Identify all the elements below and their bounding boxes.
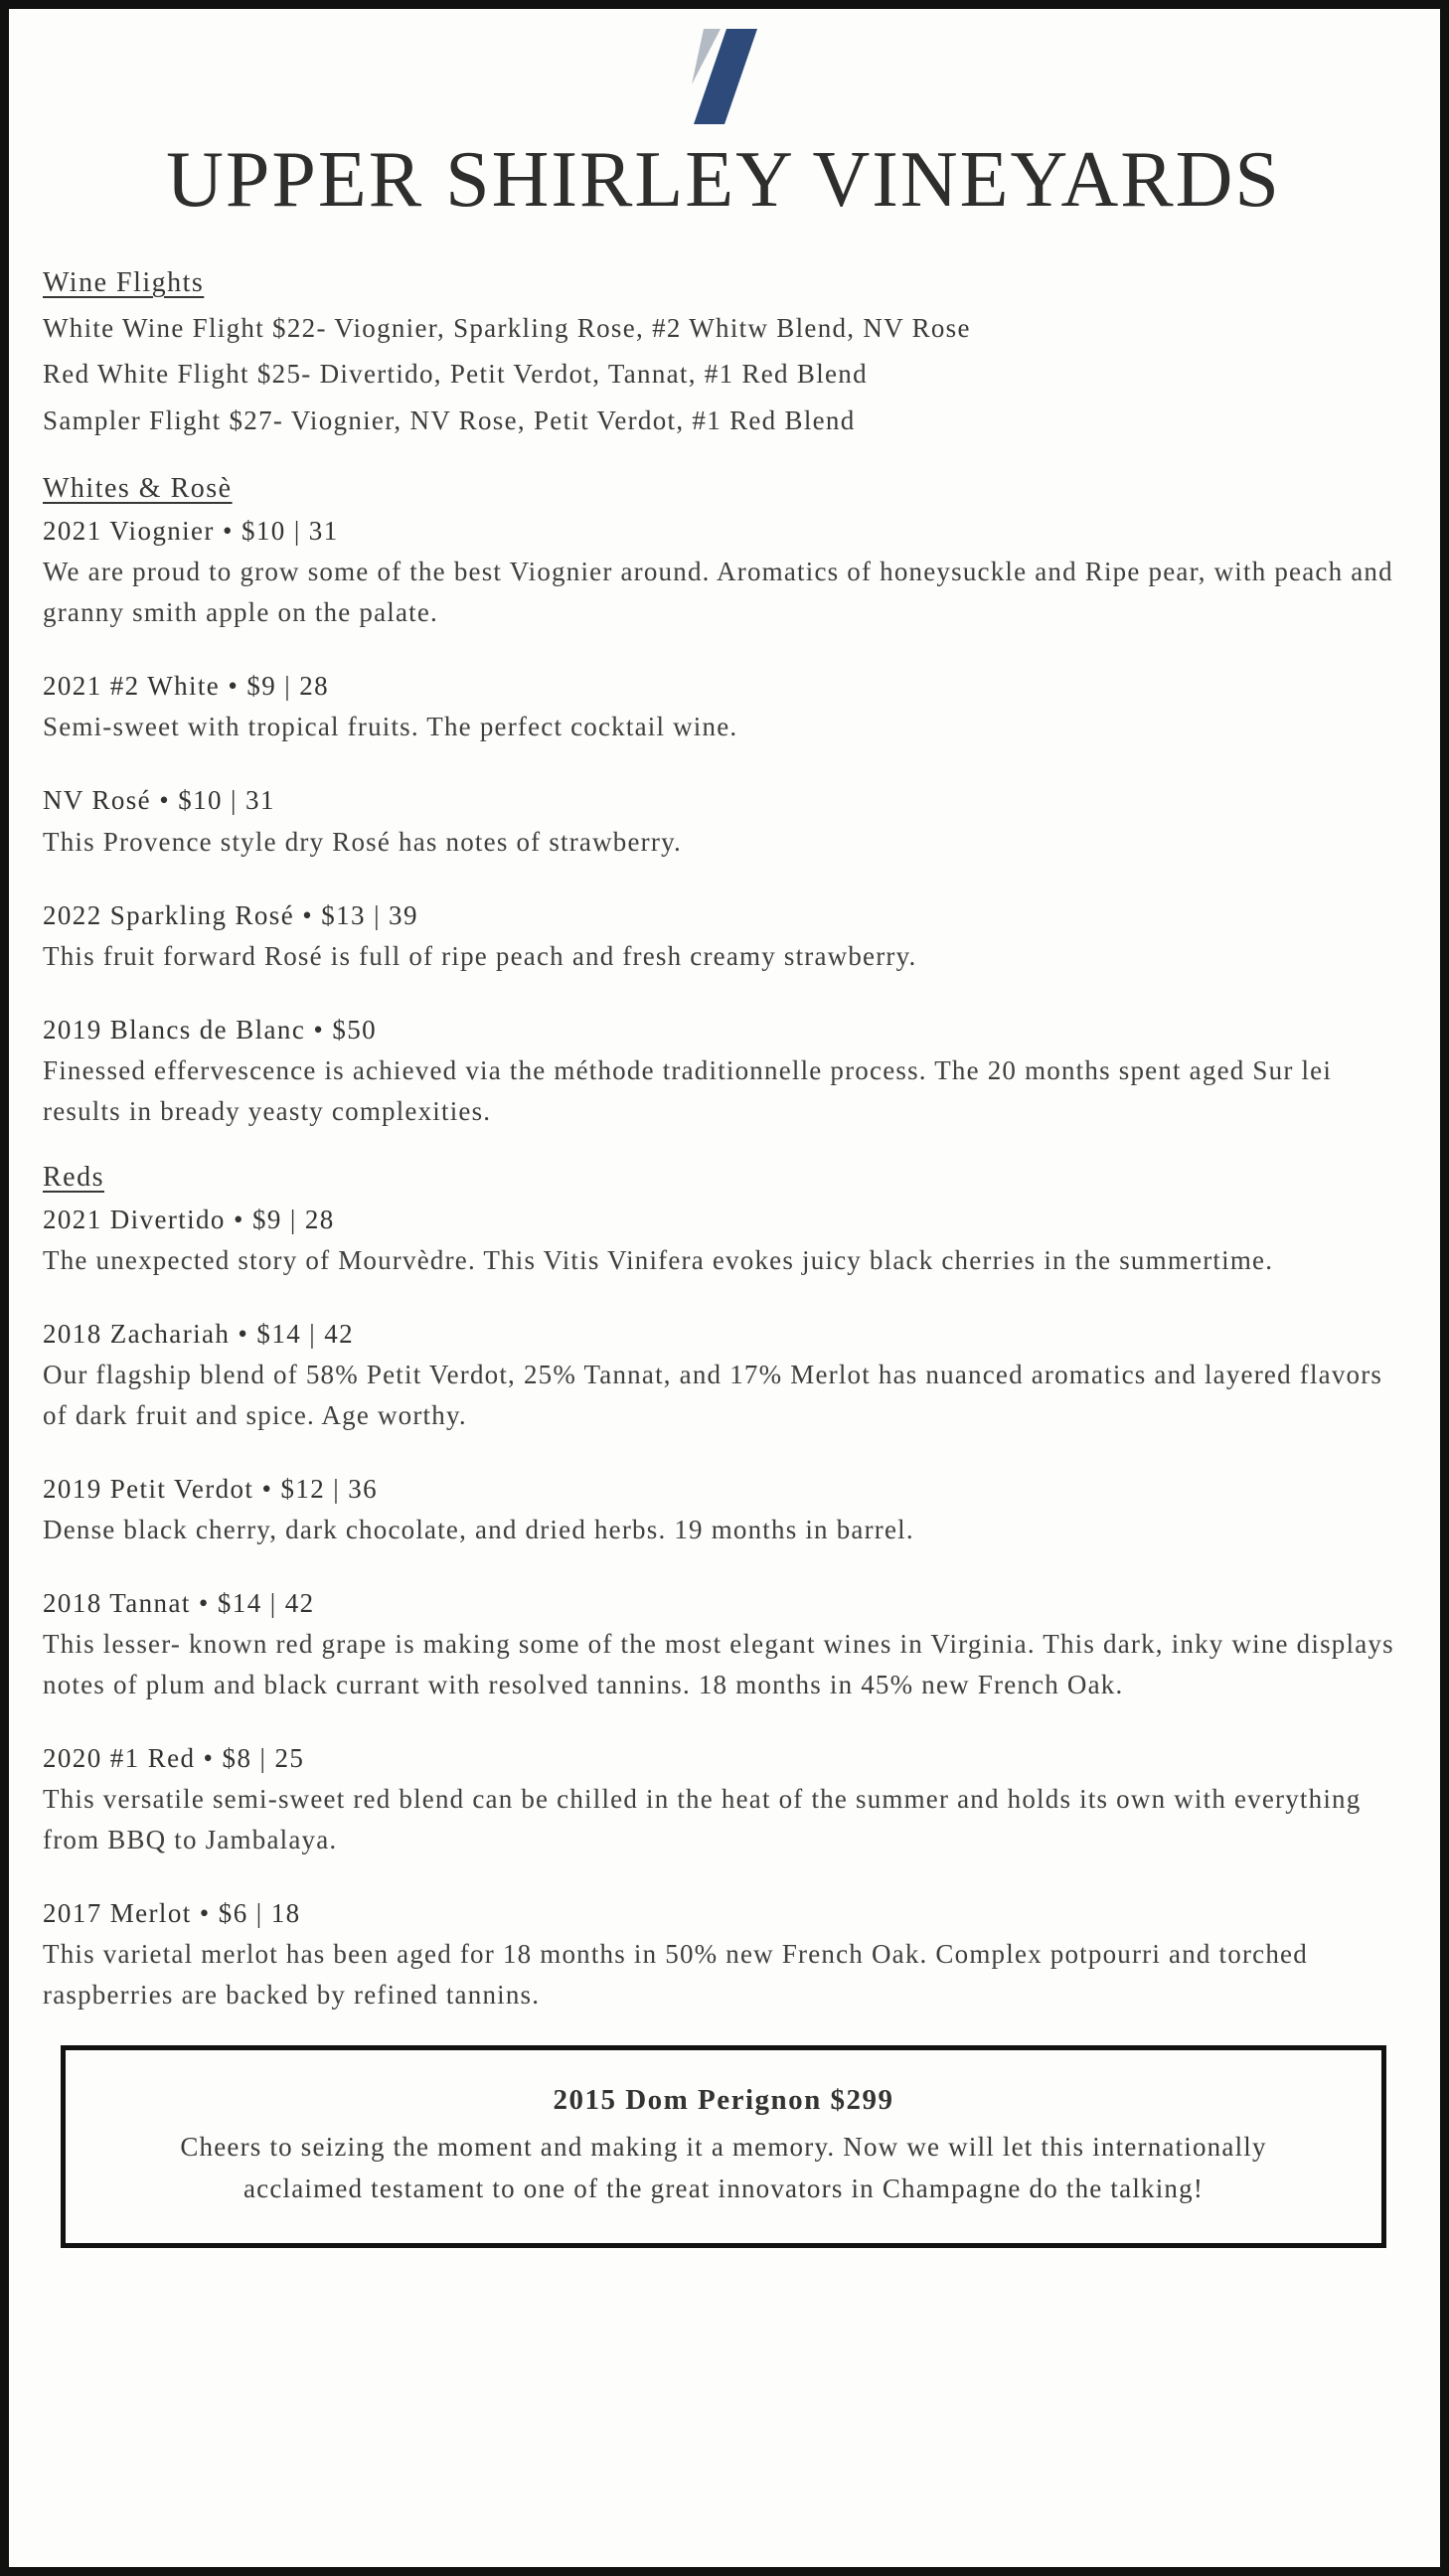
- wine-label: 2018 Zachariah • $14 | 42: [43, 1318, 355, 1349]
- flight-item-white: White Wine Flight $22- Viognier, Sparkling Rose, #2 Whitw Blend, NV Rose: [43, 313, 971, 343]
- wine-entry-zachariah: [43, 1314, 1404, 1436]
- wine-description: The unexpected story of Mourvèdre. This Vitis Vinifera evokes juicy black cherries in the summertime.: [43, 1244, 1274, 1275]
- wine-entry-merlot: [43, 1893, 1404, 2015]
- winery-logo-icon: [669, 27, 778, 126]
- wine-description: This versatile semi-sweet red blend can be chilled in the heat of the summer and holds its own with everything from BBQ to Jambalaya.: [43, 1784, 1362, 1855]
- wine-description: Our flagship blend of 58% Petit Verdot, 25% Tannat, and 17% Merlot has nuanced aromatics and layered flavors of dark fruit and spice. Age worthy.: [43, 1359, 1383, 1430]
- wine-description: This varietal merlot has been aged for 18 months in 50% new French Oak. Complex potpourri and torched raspberries are backed by refined tannins.: [43, 1939, 1308, 2011]
- wine-description: This Provence style dry Rosé has notes of strawberry.: [43, 826, 682, 857]
- wine-label: 2021 #2 White • $9 | 28: [43, 671, 330, 702]
- wine-label: NV Rosé • $10 | 31: [43, 785, 275, 816]
- wine-description: We are proud to grow some of the best Viognier around. Aromatics of honeysuckle and Ripe pear, with peach and granny smith apple on the palate.: [43, 557, 1393, 628]
- wine-label: 2017 Merlot • $6 | 18: [43, 1898, 301, 1929]
- wine-entry-tannat: [43, 1583, 1404, 1705]
- wine-entry-petit-verdot: [43, 1469, 1404, 1550]
- wine-entry-sparkling-rose: [43, 895, 1404, 977]
- wine-flights-heading: Wine Flights: [43, 267, 205, 298]
- featured-wine-description: Cheers to seizing the moment and making it a memory. Now we will let this internationally acclaimed testament to one of the great innovators in Champagne do the talking!: [180, 2131, 1267, 2203]
- wine-label: 2019 Petit Verdot • $12 | 36: [43, 1473, 379, 1504]
- wine-entry-2-white: [43, 666, 1404, 747]
- featured-wine-box: [61, 2045, 1386, 2248]
- wine-description: Finessed effervescence is achieved via the méthode traditionnelle process. The 20 months spent aged Sur lei results in bready yeasty complexities.: [43, 1054, 1333, 1126]
- wine-description: This lesser- known red grape is making some of the most elegant wines in Virginia. This dark, inky wine displays notes of plum and black currant with resolved tannins. 18 months in 45% new French Oak.: [43, 1628, 1394, 1699]
- wine-label: 2019 Blancs de Blanc • $50: [43, 1014, 378, 1045]
- wine-description: Semi-sweet with tropical fruits. The perfect cocktail wine.: [43, 712, 738, 742]
- winery-logo: [43, 27, 1404, 130]
- section-whites-rose: [43, 473, 1404, 1131]
- section-reds: [43, 1162, 1404, 2016]
- wine-description: This fruit forward Rosé is full of ripe peach and fresh creamy strawberry.: [43, 940, 917, 971]
- wine-entry-1-red: [43, 1738, 1404, 1860]
- wine-entry-nv-rose: [43, 780, 1404, 862]
- whites-rose-heading: Whites & Rosè: [43, 473, 233, 505]
- reds-heading: Reds: [43, 1161, 104, 1193]
- wine-label: 2021 Divertido • $9 | 28: [43, 1204, 335, 1234]
- wine-label: 2018 Tannat • $14 | 42: [43, 1587, 315, 1618]
- flight-item-sampler: Sampler Flight $27- Viognier, NV Rose, Petit Verdot, #1 Red Blend: [43, 404, 856, 435]
- section-wine-flights: [43, 267, 1404, 443]
- wine-entry-divertido: [43, 1200, 1404, 1281]
- flight-item-red: Red White Flight $25- Divertido, Petit Verdot, Tannat, #1 Red Blend: [43, 359, 868, 390]
- wine-entry-blancs-de-blanc: [43, 1010, 1404, 1132]
- wine-entry-viognier: [43, 511, 1404, 633]
- wine-label: 2022 Sparkling Rosé • $13 | 39: [43, 899, 418, 930]
- featured-wine-title: 2015 Dom Perignon $299: [553, 2084, 894, 2117]
- wine-label: 2020 #1 Red • $8 | 25: [43, 1743, 305, 1773]
- wine-label: 2021 Viognier • $10 | 31: [43, 516, 339, 547]
- page-title: UPPER SHIRLEY VINEYARDS: [166, 136, 1281, 224]
- wine-description: Dense black cherry, dark chocolate, and dried herbs. 19 months in barrel.: [43, 1514, 914, 1544]
